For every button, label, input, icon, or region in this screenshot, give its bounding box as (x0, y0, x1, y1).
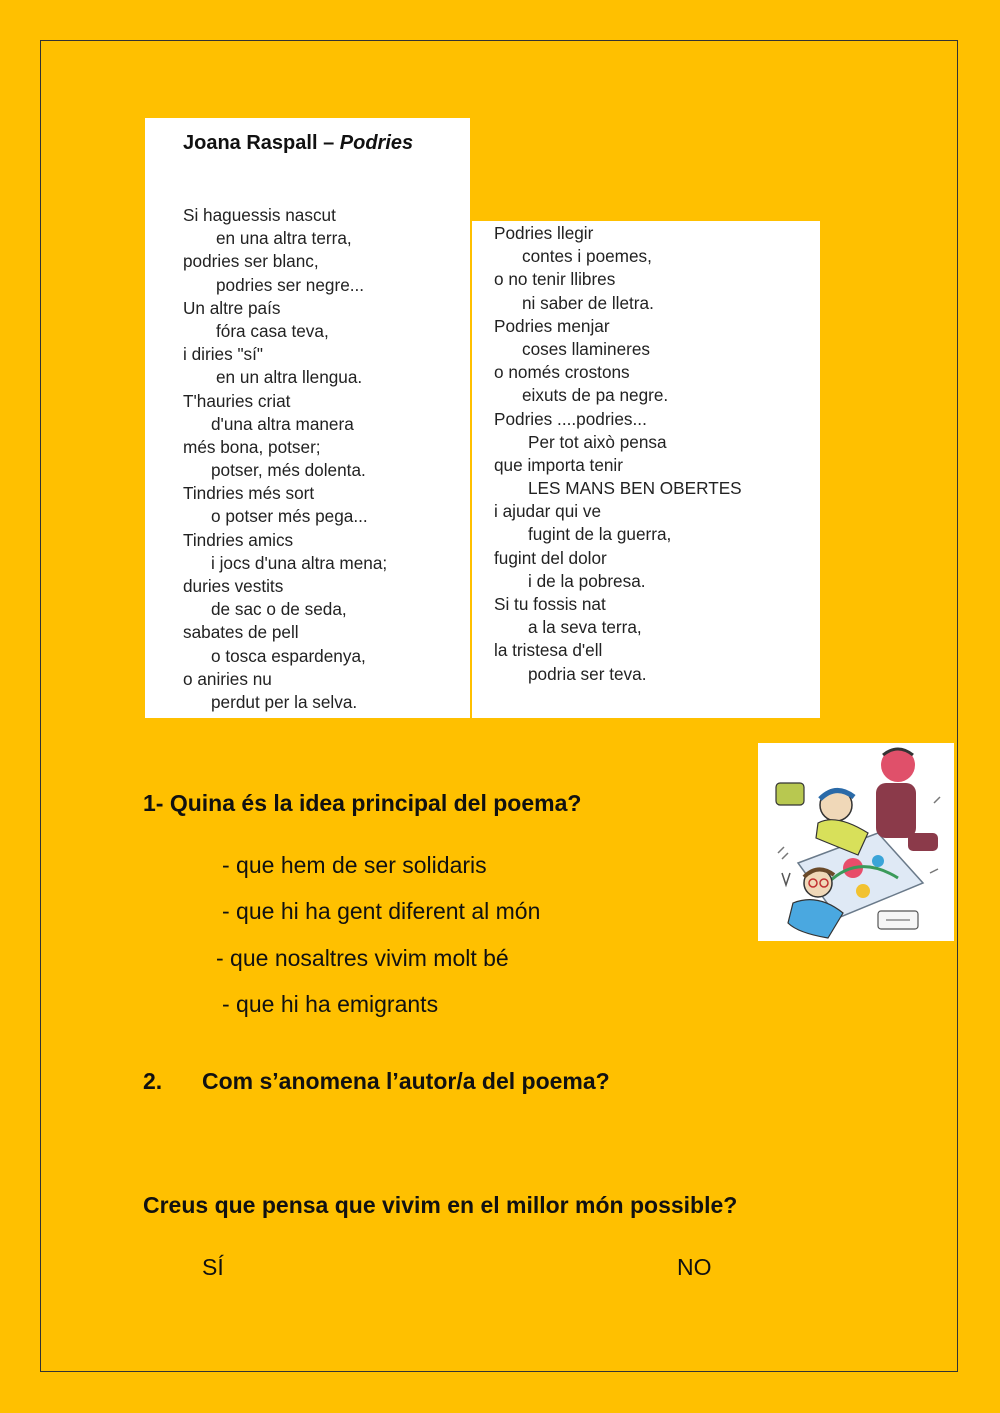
poem-line: o aniries nu (183, 668, 272, 689)
poem-line: en un altra llengua. (216, 367, 363, 388)
poem-line: Per tot això pensa (528, 431, 667, 452)
poem-line: duries vestits (183, 576, 284, 596)
question-2: Com s’anomena l’autor/a del poema? (202, 1068, 610, 1094)
children-drawing-icon (758, 743, 954, 941)
poem-line: o no tenir llibres (494, 269, 616, 290)
poem-line: a la seva terra, (528, 617, 642, 638)
poem-line: i diries "sí" (183, 344, 264, 365)
poem-line: i jocs d'una altra mena; (211, 552, 388, 573)
poem-line: podria ser teva. (528, 663, 647, 684)
poem-left-column (145, 118, 470, 718)
poem-line: i de la pobresa. (528, 570, 646, 591)
poem-line: més bona, potser; (183, 436, 321, 457)
title-dash: – (317, 132, 340, 154)
option-3[interactable]: - que nosaltres vivim molt bé (216, 945, 509, 971)
poem-line: LES MANS BEN OBERTES (528, 478, 742, 499)
option-2[interactable]: - que hi ha gent diferent al món (222, 898, 541, 924)
poem-line: Podries menjar (494, 315, 610, 336)
poem-line: fóra casa teva, (216, 320, 329, 341)
question-2-number: 2. (143, 1068, 163, 1094)
poem-line: fugint de la guerra, (528, 524, 672, 545)
option-4[interactable]: - que hi ha emigrants (222, 991, 439, 1017)
children-illustration (758, 743, 954, 941)
poem-line: Podries ....podries... (494, 408, 647, 429)
option-1[interactable]: - que hem de ser solidaris (222, 852, 487, 878)
poem-line: perdut per la selva. (211, 691, 358, 712)
poem-line: sabates de pell (183, 622, 299, 643)
poem-line: contes i poemes, (522, 246, 652, 267)
poem-right-column (472, 221, 820, 718)
poem-line: fugint del dolor (494, 547, 607, 568)
poem-line: eixuts de pa negre. (522, 385, 669, 406)
poem-line: la tristesa d'ell (494, 640, 603, 661)
poem-line: Si tu fossis nat (494, 594, 606, 614)
poem-line: Si haguessis nascut (183, 205, 336, 225)
question-3: Creus que pensa que vivim en el millor món possible? (143, 1192, 738, 1218)
poem-line: en una altra terra, (216, 228, 352, 249)
poem-line: o tosca espardenya, (211, 645, 366, 666)
poem-line: podries ser blanc, (183, 251, 319, 272)
poem-line: de sac o de seda, (211, 599, 347, 620)
poem-line: d'una altra manera (211, 413, 354, 434)
poem-line: que importa tenir (494, 454, 623, 475)
poem-title (183, 132, 413, 155)
poem-line: Tindries amics (183, 529, 294, 550)
poem-line: T'hauries criat (183, 390, 291, 411)
poem-line: ni saber de lletra. (522, 292, 654, 313)
poem-line: o només crostons (494, 362, 630, 383)
poem-line: Tindries més sort (183, 483, 315, 504)
poem-right-lines (494, 222, 742, 686)
poem-line: podries ser negre... (216, 274, 365, 295)
answer-yes[interactable]: SÍ (202, 1254, 224, 1280)
poem-left-lines (183, 204, 387, 714)
poem-line: o potser més pega... (211, 506, 368, 527)
answer-no[interactable]: NO (677, 1254, 712, 1280)
poem-line: Un altre país (183, 297, 281, 318)
poem-line: Podries llegir (494, 223, 594, 243)
poem-line: potser, més dolenta. (211, 460, 366, 481)
question-1: 1- Quina és la idea principal del poema? (143, 790, 582, 816)
poem-author: Joana Raspall (183, 132, 318, 154)
poem-name: Podries (339, 132, 414, 154)
poem-line: coses llamineres (522, 338, 650, 359)
poem-line: i ajudar qui ve (494, 501, 602, 522)
